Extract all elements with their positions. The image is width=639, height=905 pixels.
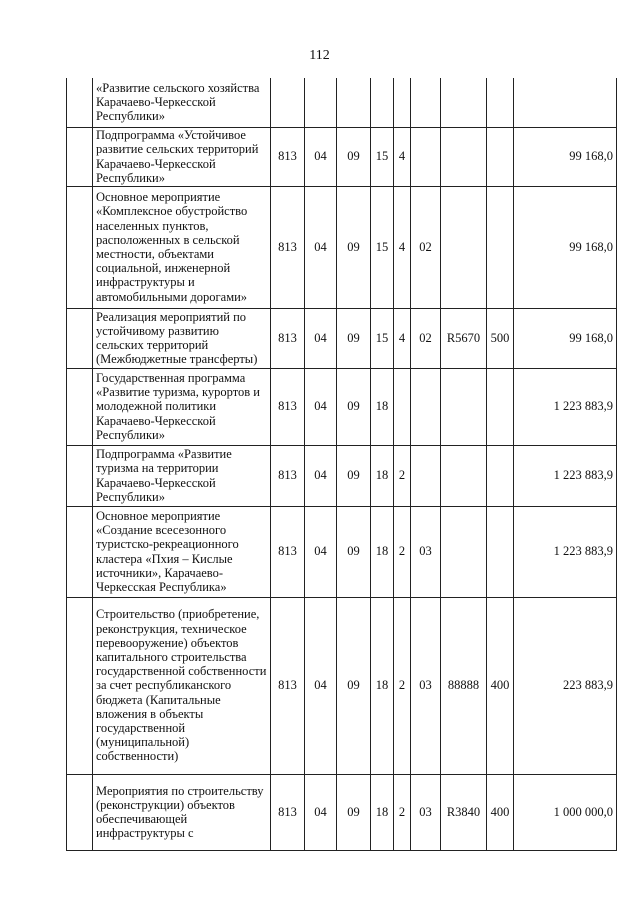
blank-cell xyxy=(67,308,93,368)
direction-code-cell xyxy=(441,506,487,597)
amount-cell: 99 168,0 xyxy=(514,127,617,186)
subprogram-code-cell: 2 xyxy=(394,774,411,850)
subprogram-code-cell: 2 xyxy=(394,506,411,597)
ministry-code-cell: 813 xyxy=(271,774,305,850)
page-number: 112 xyxy=(309,48,330,63)
subprogram-code-cell: 4 xyxy=(394,308,411,368)
subsection-code-cell: 09 xyxy=(337,368,371,445)
expense-type-cell xyxy=(487,186,514,308)
amount-cell: 1 223 883,9 xyxy=(514,506,617,597)
amount-cell: 1 000 000,0 xyxy=(514,774,617,850)
subsection-code-cell: 09 xyxy=(337,597,371,774)
amount-cell: 99 168,0 xyxy=(514,308,617,368)
item-name-cell: Реализация мероприятий по устойчивому развитию сельских территорий (Межбюджетные трансферты) xyxy=(93,308,271,368)
expense-type-cell xyxy=(487,78,514,127)
blank-cell xyxy=(67,774,93,850)
subsection-code-cell: 09 xyxy=(337,127,371,186)
subsection-code-cell xyxy=(337,78,371,127)
table-row xyxy=(67,445,617,506)
amount-cell: 223 883,9 xyxy=(514,597,617,774)
expense-type-cell xyxy=(487,127,514,186)
direction-code-cell xyxy=(441,78,487,127)
direction-code-cell: R5670 xyxy=(441,308,487,368)
program-code-cell: 18 xyxy=(371,597,394,774)
event-code-cell: 03 xyxy=(411,506,441,597)
direction-code-cell xyxy=(441,445,487,506)
amount-cell: 1 223 883,9 xyxy=(514,368,617,445)
direction-code-cell xyxy=(441,127,487,186)
event-code-cell: 02 xyxy=(411,308,441,368)
event-code-cell: 03 xyxy=(411,774,441,850)
amount-cell: 99 168,0 xyxy=(514,186,617,308)
program-code-cell: 18 xyxy=(371,368,394,445)
item-name-cell: Государственная программа «Развитие туризма, курортов и молодежной политики Карачаево-Черкесской Республики» xyxy=(93,368,271,445)
section-code-cell xyxy=(305,78,337,127)
expense-type-cell: 500 xyxy=(487,308,514,368)
expense-type-cell xyxy=(487,506,514,597)
section-code-cell: 04 xyxy=(305,308,337,368)
expense-type-cell xyxy=(487,445,514,506)
event-code-cell xyxy=(411,368,441,445)
direction-code-cell: 88888 xyxy=(441,597,487,774)
blank-cell xyxy=(67,186,93,308)
section-code-cell: 04 xyxy=(305,445,337,506)
expense-type-cell: 400 xyxy=(487,774,514,850)
amount-cell: 1 223 883,9 xyxy=(514,445,617,506)
table-row xyxy=(67,78,617,127)
program-code-cell: 15 xyxy=(371,186,394,308)
section-code-cell: 04 xyxy=(305,597,337,774)
ministry-code-cell: 813 xyxy=(271,445,305,506)
blank-cell xyxy=(67,506,93,597)
direction-code-cell xyxy=(441,368,487,445)
subsection-code-cell: 09 xyxy=(337,445,371,506)
subprogram-code-cell xyxy=(394,78,411,127)
item-name-cell: Мероприятия по строительству (реконструкции) объектов обеспечивающей инфраструктуры с xyxy=(93,774,271,850)
budget-table xyxy=(66,78,617,851)
section-code-cell: 04 xyxy=(305,368,337,445)
table-row xyxy=(67,597,617,774)
section-code-cell: 04 xyxy=(305,186,337,308)
item-name-cell: Подпрограмма «Развитие туризма на территории Карачаево-Черкесской Республики» xyxy=(93,445,271,506)
event-code-cell: 02 xyxy=(411,186,441,308)
table-row xyxy=(67,308,617,368)
amount-cell xyxy=(514,78,617,127)
ministry-code-cell: 813 xyxy=(271,368,305,445)
table-row xyxy=(67,186,617,308)
program-code-cell: 18 xyxy=(371,445,394,506)
ministry-code-cell: 813 xyxy=(271,127,305,186)
ministry-code-cell: 813 xyxy=(271,597,305,774)
expense-type-cell xyxy=(487,368,514,445)
section-code-cell: 04 xyxy=(305,127,337,186)
item-name-cell: Строительство (приобретение, реконструкция, техническое перевооружение) объектов капитального строительства государственной собственности за счет республиканского бюджета (Капитальные вложения в объекты государственной (муниципальной) собственности) xyxy=(93,597,271,774)
table-row xyxy=(67,127,617,186)
blank-cell xyxy=(67,127,93,186)
subprogram-code-cell: 4 xyxy=(394,186,411,308)
ministry-code-cell: 813 xyxy=(271,186,305,308)
item-name-cell: Подпрограмма «Устойчивое развитие сельских территорий Карачаево-Черкесской Республики» xyxy=(93,127,271,186)
blank-cell xyxy=(67,368,93,445)
program-code-cell: 15 xyxy=(371,308,394,368)
blank-cell xyxy=(67,445,93,506)
event-code-cell: 03 xyxy=(411,597,441,774)
event-code-cell xyxy=(411,127,441,186)
subsection-code-cell: 09 xyxy=(337,506,371,597)
event-code-cell xyxy=(411,445,441,506)
expense-type-cell: 400 xyxy=(487,597,514,774)
subprogram-code-cell xyxy=(394,368,411,445)
subprogram-code-cell: 2 xyxy=(394,445,411,506)
subsection-code-cell: 09 xyxy=(337,774,371,850)
item-name-cell: Основное мероприятие «Комплексное обустройство населенных пунктов, расположенных в сельской местности, объектами социальной, инженерной инфраструктуры и автомобильными дорогами» xyxy=(93,186,271,308)
item-name-cell: Основное мероприятие «Создание всесезонного туристско-рекреационного кластера «Пхия – Кислые источники», Карачаево-Черкесская Республика» xyxy=(93,506,271,597)
direction-code-cell: R3840 xyxy=(441,774,487,850)
event-code-cell xyxy=(411,78,441,127)
direction-code-cell xyxy=(441,186,487,308)
item-name-cell: «Развитие сельского хозяйства Карачаево-Черкесской Республики» xyxy=(93,78,271,127)
ministry-code-cell: 813 xyxy=(271,506,305,597)
ministry-code-cell xyxy=(271,78,305,127)
subsection-code-cell: 09 xyxy=(337,186,371,308)
program-code-cell: 18 xyxy=(371,506,394,597)
table-row xyxy=(67,368,617,445)
subprogram-code-cell: 4 xyxy=(394,127,411,186)
blank-cell xyxy=(67,78,93,127)
ministry-code-cell: 813 xyxy=(271,308,305,368)
program-code-cell: 18 xyxy=(371,774,394,850)
subsection-code-cell: 09 xyxy=(337,308,371,368)
table-row xyxy=(67,774,617,850)
blank-cell xyxy=(67,597,93,774)
table-row xyxy=(67,506,617,597)
subprogram-code-cell: 2 xyxy=(394,597,411,774)
section-code-cell: 04 xyxy=(305,774,337,850)
program-code-cell xyxy=(371,78,394,127)
program-code-cell: 15 xyxy=(371,127,394,186)
section-code-cell: 04 xyxy=(305,506,337,597)
